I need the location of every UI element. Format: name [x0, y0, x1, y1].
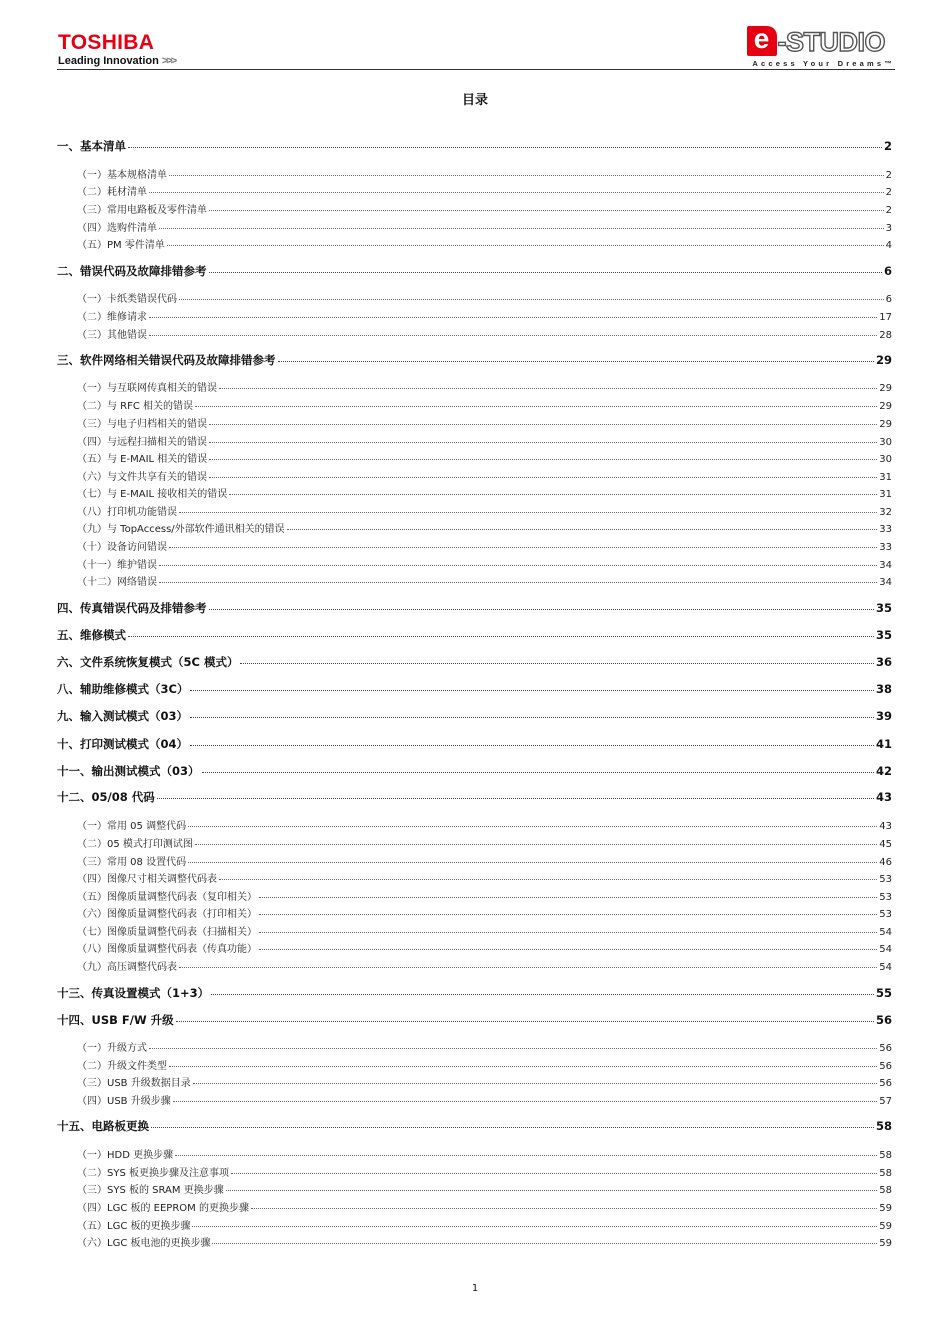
toc-dot-leader	[259, 914, 877, 915]
toc-entry-page: 41	[875, 737, 892, 751]
toc-entry-label: （一）升级方式	[77, 1043, 147, 1054]
toc-section-entry[interactable]	[57, 433, 892, 448]
toc-entry-label: （九）高压调整代码表	[77, 962, 177, 973]
toc-dot-leader	[169, 547, 877, 548]
toc-chapter-entry[interactable]	[57, 763, 892, 779]
toc-entry-page: 28	[879, 330, 892, 341]
toc-entry-label: （一）常用 05 调整代码	[77, 821, 187, 832]
toc-entry-page: 43	[879, 821, 892, 832]
toc-chapter-entry[interactable]	[57, 985, 892, 1001]
toc-section-entry[interactable]	[57, 958, 892, 973]
toc-entry-label: （二）与 RFC 相关的错误	[77, 401, 194, 412]
toc-dot-leader	[149, 317, 877, 318]
toc-section-entry[interactable]	[57, 308, 892, 323]
toc-chapter-entry[interactable]	[57, 600, 892, 616]
toc-entry-label: （十二）网络错误	[77, 577, 157, 588]
toc-entry-label: （十一）维护错误	[77, 560, 157, 571]
toc-entry-page: 33	[879, 542, 892, 553]
toc-section-entry[interactable]	[57, 835, 892, 850]
toc-section-entry[interactable]	[57, 468, 892, 483]
toc-section-entry[interactable]	[57, 1199, 892, 1214]
toc-section-entry[interactable]	[57, 236, 892, 251]
toc-dot-leader	[259, 897, 877, 898]
toc-section-entry[interactable]	[57, 1057, 892, 1072]
toc-entry-label: （五）与 E-MAIL 相关的错误	[77, 454, 208, 465]
toc-dot-leader	[159, 582, 877, 583]
toc-section-entry[interactable]	[57, 1181, 892, 1196]
toc-chapter-entry[interactable]	[57, 263, 892, 279]
toc-dot-leader	[278, 361, 874, 362]
toc-entry-label: （三）其他错误	[77, 330, 147, 341]
toc-dot-leader	[192, 1226, 877, 1227]
toc-entry-page: 29	[879, 419, 892, 430]
toc-entry-page: 56	[875, 1013, 892, 1027]
chevrons-icon: >>>	[161, 55, 176, 67]
toc-dot-leader	[188, 862, 877, 863]
toc-entry-label: （十）设备访问错误	[77, 542, 167, 553]
toc-dot-leader	[149, 1048, 877, 1049]
toc-section-entry[interactable]	[57, 853, 892, 868]
toc-dot-leader	[219, 388, 877, 389]
toc-dot-leader	[195, 406, 877, 407]
toc-entry-label: （八）打印机功能错误	[77, 507, 177, 518]
toc-entry-page: 58	[875, 1119, 892, 1133]
toc-entry-label: （五）图像质量调整代码表（复印相关）	[77, 892, 257, 903]
toc-chapter-entry[interactable]	[57, 654, 892, 670]
toc-entry-page: 42	[875, 764, 892, 778]
toc-entry-page: 38	[875, 682, 892, 696]
toc-section-entry[interactable]	[57, 573, 892, 588]
toc-entry-page: 58	[879, 1168, 892, 1179]
page-number: 1	[471, 1283, 479, 1294]
estudio-wordmark: -STUDIO	[777, 27, 885, 57]
toc-section-entry[interactable]	[57, 326, 892, 341]
toc-entry-label: （一）与互联网传真相关的错误	[77, 383, 217, 394]
toc-entry-page: 36	[875, 655, 892, 669]
toc-section-entry[interactable]	[57, 1039, 892, 1054]
toc-section-entry[interactable]	[57, 870, 892, 885]
toc-section-entry[interactable]	[57, 166, 892, 181]
toc-entry-page: 34	[879, 560, 892, 571]
toc-dot-leader	[176, 1021, 874, 1022]
toc-section-entry[interactable]	[57, 1234, 892, 1249]
toc-entry-label: （三）USB 升级数据目录	[77, 1078, 191, 1089]
toc-entry-page: 6	[883, 264, 892, 278]
toc-chapter-entry[interactable]	[57, 789, 892, 805]
toc-section-entry[interactable]	[57, 379, 892, 394]
toc-entry-label: （三）常用 08 设置代码	[77, 857, 187, 868]
toc-chapter-entry[interactable]	[57, 681, 892, 697]
toc-dot-leader	[251, 1208, 877, 1209]
toc-section-entry[interactable]	[57, 415, 892, 430]
toc-entry-page: 2	[885, 187, 892, 198]
toc-section-entry[interactable]	[57, 503, 892, 518]
toc-entry-label: 一、基本清单	[57, 139, 126, 153]
toc-dot-leader	[179, 299, 884, 300]
toc-entry-label: 十、打印测试模式（04）	[57, 737, 189, 751]
toc-entry-label: （五）PM 零件清单	[77, 240, 165, 251]
toc-entry-label: （一）卡纸类错误代码	[77, 294, 177, 305]
toc-dot-leader	[159, 565, 877, 566]
header-divider	[57, 69, 895, 70]
toc-entry-label: （六）LGC 板电池的更换步骤	[77, 1238, 211, 1249]
toc-entry-label: 四、传真错误代码及排错参考	[57, 601, 207, 615]
toc-dot-leader	[159, 228, 884, 229]
toc-section-entry[interactable]	[57, 905, 892, 920]
toc-dot-leader	[190, 717, 874, 718]
toc-entry-page: 56	[879, 1043, 892, 1054]
toc-entry-page: 53	[879, 909, 892, 920]
toc-dot-leader	[175, 1155, 877, 1156]
toc-entry-label: （一）HDD 更换步骤	[77, 1150, 174, 1161]
toc-entry-page: 17	[879, 312, 892, 323]
toc-section-entry[interactable]	[57, 556, 892, 571]
toc-section-entry[interactable]	[57, 817, 892, 832]
toc-dot-leader	[209, 459, 877, 460]
toc-dot-leader	[226, 1190, 878, 1191]
toc-dot-leader	[212, 1243, 877, 1244]
toc-section-entry[interactable]	[57, 485, 892, 500]
toc-entry-label: 六、文件系统恢复模式（5C 模式）	[57, 655, 239, 669]
toc-section-entry[interactable]	[57, 450, 892, 465]
toc-entry-page: 56	[879, 1078, 892, 1089]
toc-entry-label: （一）基本规格清单	[77, 170, 167, 181]
toc-entry-page: 31	[879, 472, 892, 483]
toc-section-entry[interactable]	[57, 290, 892, 305]
toc-entry-page: 2	[885, 170, 892, 181]
toc-entry-label: （三）SYS 板的 SRAM 更换步骤	[77, 1185, 224, 1196]
toc-entry-page: 43	[875, 790, 892, 804]
toc-entry-page: 35	[875, 601, 892, 615]
toc-dot-leader	[202, 772, 874, 773]
toc-chapter-entry[interactable]	[57, 1012, 892, 1028]
toc-entry-page: 45	[879, 839, 892, 850]
toc-entry-page: 59	[879, 1238, 892, 1249]
toc-dot-leader	[209, 424, 877, 425]
toc-dot-leader	[209, 609, 874, 610]
toc-entry-label: （六）与文件共享有关的错误	[77, 472, 207, 483]
toc-chapter-entry[interactable]	[57, 138, 892, 154]
toc-entry-page: 53	[879, 874, 892, 885]
toc-entry-label: （六）图像质量调整代码表（打印相关）	[77, 909, 257, 920]
toc-dot-leader	[179, 967, 877, 968]
toc-dot-leader	[179, 512, 877, 513]
toc-entry-label: 五、维修模式	[57, 628, 126, 642]
toc-entry-page: 58	[879, 1150, 892, 1161]
toc-entry-page: 6	[885, 294, 892, 305]
toc-entry-page: 33	[879, 524, 892, 535]
toc-entry-page: 39	[875, 709, 892, 723]
toc-dot-leader	[190, 745, 874, 746]
toc-dot-leader	[157, 798, 874, 799]
toc-entry-page: 29	[879, 383, 892, 394]
toc-entry-label: （五）LGC 板的更换步骤	[77, 1221, 191, 1232]
toc-entry-label: （四）LGC 板的 EEPROM 的更换步骤	[77, 1203, 249, 1214]
toc-section-entry[interactable]	[57, 888, 892, 903]
toc-section-entry[interactable]	[57, 940, 892, 955]
toc-entry-page: 46	[879, 857, 892, 868]
toc-entry-label: （八）图像质量调整代码表（传真功能）	[77, 944, 257, 955]
toc-entry-label: 二、错误代码及故障排错参考	[57, 264, 207, 278]
toc-entry-label: 十三、传真设置模式（1+3）	[57, 986, 210, 1000]
toc-entry-label: （四）图像尺寸相关调整代码表	[77, 874, 217, 885]
toc-dot-leader	[128, 636, 874, 637]
toc-entry-page: 29	[879, 401, 892, 412]
toc-entry-label: 九、输入测试模式（03）	[57, 709, 189, 723]
toc-entry-label: （七）图像质量调整代码表（扫描相关）	[77, 927, 257, 938]
toc-section-entry[interactable]	[57, 520, 892, 535]
toc-entry-label: （二）耗材清单	[77, 187, 147, 198]
estudio-logo	[747, 24, 886, 56]
toc-dot-leader	[231, 1173, 877, 1174]
toc-entry-page: 31	[879, 489, 892, 500]
toc-dot-leader	[209, 210, 884, 211]
toc-dot-leader	[209, 272, 882, 273]
estudio-tagline: Access Your Dreams™	[752, 59, 895, 68]
toc-section-entry[interactable]	[57, 397, 892, 412]
toc-entry-page: 59	[879, 1203, 892, 1214]
toshiba-logo: TOSHIBA	[58, 31, 155, 54]
toc-chapter-entry[interactable]	[57, 352, 892, 368]
toc-entry-label: 十二、05/08 代码	[57, 790, 155, 804]
toc-dot-leader	[209, 442, 877, 443]
toc-chapter-entry[interactable]	[57, 736, 892, 752]
toc-entry-page: 55	[875, 986, 892, 1000]
toc-section-entry[interactable]	[57, 1146, 892, 1161]
toc-entry-page: 30	[879, 437, 892, 448]
toc-section-entry[interactable]	[57, 1092, 892, 1107]
toc-entry-page: 2	[885, 205, 892, 216]
toc-dot-leader	[128, 147, 882, 148]
toc-entry-page: 30	[879, 454, 892, 465]
toc-entry-label: （二）05 模式打印测试图	[77, 839, 193, 850]
toc-dot-leader	[193, 1083, 878, 1084]
toc-dot-leader	[149, 192, 884, 193]
toc-entry-label: （四）选购件清单	[77, 223, 157, 234]
toc-entry-page: 34	[879, 577, 892, 588]
toc-dot-leader	[195, 844, 877, 845]
toc-entry-label: 八、辅助维修模式（3C）	[57, 682, 189, 696]
toc-entry-page: 58	[879, 1185, 892, 1196]
toc-entry-label: 三、软件网络相关错误代码及故障排错参考	[57, 353, 276, 367]
toc-dot-leader	[190, 690, 874, 691]
toc-entry-label: （三）与电子归档相关的错误	[77, 419, 207, 430]
toc-entry-label: （二）升级文件类型	[77, 1061, 167, 1072]
toc-chapter-entry[interactable]	[57, 627, 892, 643]
toc-entry-page: 54	[879, 944, 892, 955]
toc-dot-leader	[169, 1066, 877, 1067]
toc-entry-page: 3	[885, 223, 892, 234]
toc-entry-label: 十五、电路板更换	[57, 1119, 149, 1133]
toc-dot-leader	[173, 1101, 878, 1102]
toc-entry-page: 57	[879, 1096, 892, 1107]
toc-entry-label: （九）与 TopAccess/外部软件通讯相关的错误	[77, 524, 285, 535]
toc-entry-label: （三）常用电路板及零件清单	[77, 205, 207, 216]
toc-entry-page: 54	[879, 927, 892, 938]
toc-section-entry[interactable]	[57, 219, 892, 234]
toc-section-entry[interactable]	[57, 201, 892, 216]
toc-section-entry[interactable]	[57, 538, 892, 553]
toc-dot-leader	[149, 335, 877, 336]
toc-dot-leader	[169, 175, 884, 176]
toc-dot-leader	[211, 994, 874, 995]
toc-entry-label: （二）维修请求	[77, 312, 147, 323]
toc-dot-leader	[167, 245, 884, 246]
toc-chapter-entry[interactable]	[57, 708, 892, 724]
toc-dot-leader	[188, 826, 877, 827]
toc-entry-page: 35	[875, 628, 892, 642]
toc-entry-page: 4	[885, 240, 892, 251]
toc-entry-page: 2	[883, 139, 892, 153]
toc-entry-label: （二）SYS 板更换步骤及注意事项	[77, 1168, 229, 1179]
toc-dot-leader	[229, 494, 877, 495]
toshiba-tagline	[58, 55, 175, 67]
toc-entry-page: 59	[879, 1221, 892, 1232]
page-header	[57, 23, 895, 70]
toc-entry-page: 53	[879, 892, 892, 903]
toshiba-tagline-text: Leading Innovation	[58, 55, 159, 67]
toc-entry-page: 54	[879, 962, 892, 973]
toc-dot-leader	[259, 932, 877, 933]
toc-section-entry[interactable]	[57, 183, 892, 198]
toc-dot-leader	[209, 477, 877, 478]
toc-section-entry[interactable]	[57, 1164, 892, 1179]
toc-entry-page: 56	[879, 1061, 892, 1072]
toc-dot-leader	[151, 1127, 874, 1128]
toc-entry-label: （四）与远程扫描相关的错误	[77, 437, 207, 448]
toc-entry-label: 十一、输出测试模式（03）	[57, 764, 200, 778]
estudio-e-mark: e	[747, 26, 777, 56]
toc-section-entry[interactable]	[57, 1074, 892, 1089]
toc-entry-page: 29	[875, 353, 892, 367]
toc-entry-label: （四）USB 升级步骤	[77, 1096, 171, 1107]
toc-section-entry[interactable]	[57, 923, 892, 938]
toc-dot-leader	[287, 529, 878, 530]
toc-entry-label: 十四、USB F/W 升级	[57, 1013, 174, 1027]
toc-dot-leader	[259, 949, 877, 950]
toc-section-entry[interactable]	[57, 1217, 892, 1232]
toc-dot-leader	[219, 879, 877, 880]
toc-entry-page: 32	[879, 507, 892, 518]
toc-dot-leader	[240, 663, 874, 664]
toc-entry-label: （七）与 E-MAIL 接收相关的错误	[77, 489, 228, 500]
toc-title: 目录	[461, 93, 488, 108]
toc-chapter-entry[interactable]	[57, 1118, 892, 1134]
